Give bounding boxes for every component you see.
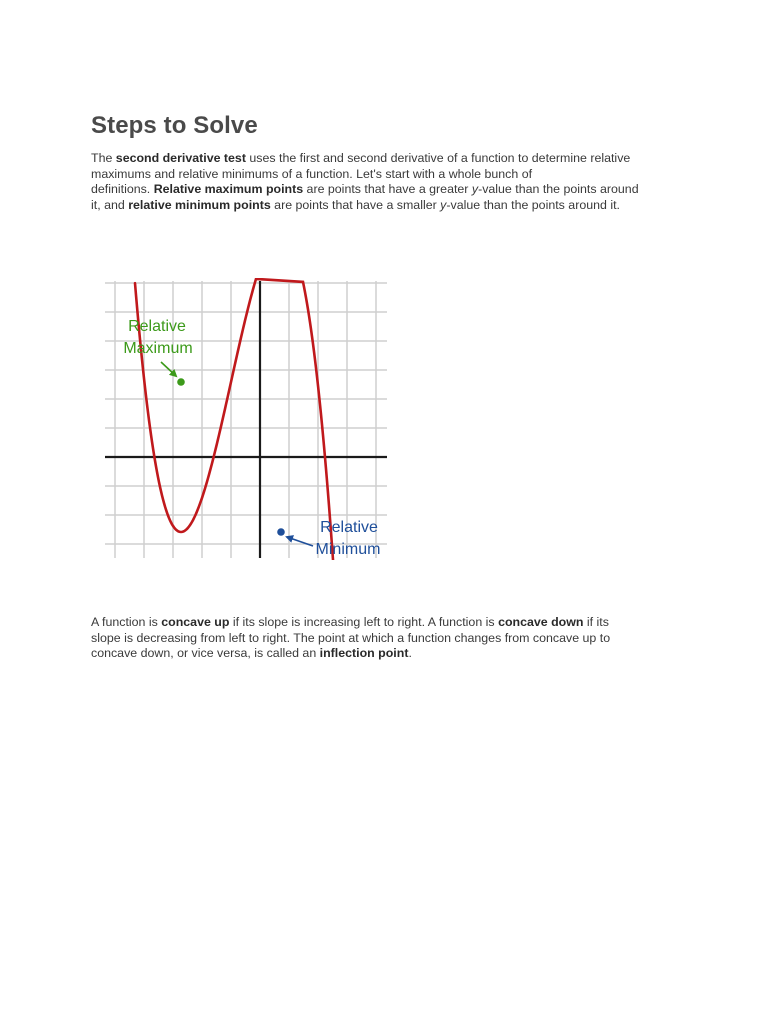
- extrema-graph: [101, 278, 391, 560]
- min-label-line1: Relative: [320, 519, 378, 536]
- italic-y: y: [440, 197, 447, 212]
- term-concave-down: concave down: [498, 615, 584, 629]
- term-second-derivative-test: second derivative test: [115, 151, 246, 165]
- intro-paragraph: [91, 151, 681, 213]
- concavity-line-2: slope is decreasing from left to right. The point at which a function changes from concave up to: [91, 630, 611, 645]
- text-run: -value than the points around it.: [446, 197, 620, 212]
- concavity-line-3: [91, 646, 681, 662]
- text-run: if its slope is increasing left to right. A function is: [229, 615, 499, 629]
- term-inflection-point: inflection point: [319, 646, 409, 661]
- concavity-paragraph: [91, 615, 681, 662]
- text-run: are points that have a greater: [303, 182, 472, 197]
- term-relative-minimum-points: relative minimum points: [128, 197, 271, 212]
- relative-minimum-point: [277, 528, 285, 536]
- intro-line-4: [91, 198, 681, 214]
- extrema-figure: [101, 278, 391, 560]
- text-run: The: [91, 151, 116, 165]
- text-run: if its: [583, 615, 609, 629]
- text-run: concave down, or vice versa, is called an: [91, 646, 320, 661]
- intro-line-1: [91, 151, 681, 167]
- intro-line-3: [91, 182, 681, 198]
- text-run: A function is: [91, 615, 162, 629]
- term-concave-up: concave up: [161, 615, 230, 629]
- min-label-line2: Minimum: [315, 541, 381, 558]
- max-label-line1: Relative: [128, 318, 186, 335]
- term-relative-maximum-points: Relative maximum points: [153, 182, 304, 197]
- page-title: Steps to Solve: [91, 112, 258, 139]
- text-run: are points that have a smaller: [270, 197, 441, 212]
- max-label-line2: Maximum: [123, 340, 193, 357]
- text-run: -value than the points around: [478, 182, 639, 197]
- intro-line-2: maximums and relative minimums of a function. Let's start with a whole bunch of: [91, 166, 533, 181]
- italic-y: y: [471, 182, 479, 197]
- text-run: .: [408, 646, 412, 661]
- text-run: uses the first and second derivative of a function to determine relative: [245, 151, 631, 165]
- relative-maximum-point: [177, 378, 185, 386]
- text-run: definitions.: [91, 182, 154, 197]
- concavity-line-1: [91, 615, 681, 631]
- text-run: it, and: [91, 197, 129, 212]
